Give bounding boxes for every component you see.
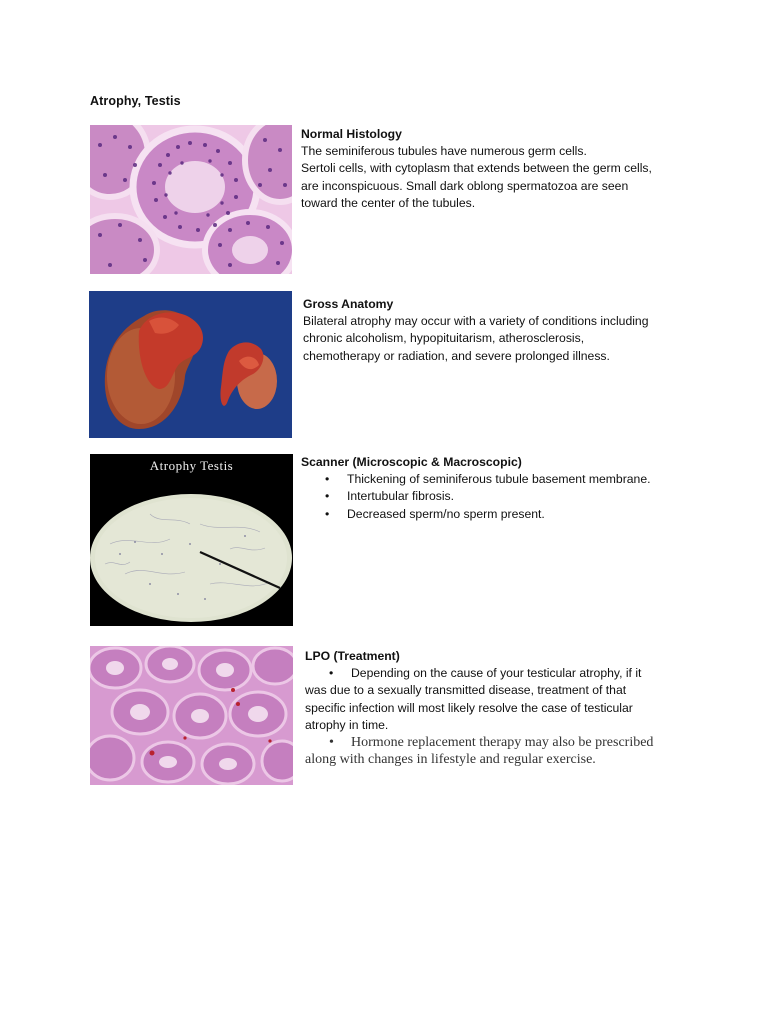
text-line: was due to a sexually transmitted disease, treatment of that xyxy=(305,683,627,698)
bullet-list xyxy=(301,471,721,523)
text-line: Sertoli cells, with cytoplasm that extends between the germ cells, xyxy=(301,161,652,176)
page-title: Atrophy, Testis xyxy=(90,94,181,108)
text-line: Hormone replacement therapy may also be prescribed xyxy=(351,735,654,751)
section-normal-histology xyxy=(301,126,701,212)
section-lpo xyxy=(305,648,685,768)
histology-image xyxy=(90,125,292,274)
lpo-bullet-2 xyxy=(305,734,685,751)
text-line: Bilateral atrophy may occur with a variety of conditions including xyxy=(303,314,649,329)
bullet-icon: • xyxy=(329,735,334,751)
text-line: chronic alcoholism, hypopituitarism, atherosclerosis, xyxy=(303,331,585,346)
scanner-image-caption: Atrophy Testis xyxy=(149,458,234,473)
list-item: • Intertubular fibrosis. xyxy=(301,488,721,505)
text-line: The seminiferous tubules have numerous germ cells. xyxy=(301,144,587,159)
section-gross-anatomy xyxy=(303,296,703,365)
text-line: atrophy in time. xyxy=(305,717,389,732)
bullet-icon: • xyxy=(329,666,334,681)
section-heading: LPO (Treatment) xyxy=(305,649,400,663)
text-line: Depending on the cause of your testicular atrophy, if it xyxy=(351,666,642,681)
list-item: • Decreased sperm/no sperm present. xyxy=(301,506,721,523)
text-line: chemotherapy or radiation, and severe prolonged illness. xyxy=(303,348,610,363)
section-heading: Gross Anatomy xyxy=(303,297,394,311)
text-line: along with changes in lifestyle and regular exercise. xyxy=(305,752,596,768)
section-heading: Normal Histology xyxy=(301,127,402,141)
section-heading: Scanner (Microscopic & Macroscopic) xyxy=(301,455,522,469)
gross-anatomy-image xyxy=(89,291,292,438)
text-line: specific infection will most likely resolve the case of testicular xyxy=(305,700,633,715)
text-line: are inconspicuous. Small dark oblong spermatozoa are seen xyxy=(301,178,629,193)
scanner-image xyxy=(90,454,293,626)
lpo-image xyxy=(90,646,293,785)
section-scanner xyxy=(301,454,721,523)
text-line: toward the center of the tubules. xyxy=(301,195,476,210)
lpo-bullet-1 xyxy=(305,665,685,682)
list-item: • Thickening of seminiferous tubule basement membrane. xyxy=(301,471,721,488)
